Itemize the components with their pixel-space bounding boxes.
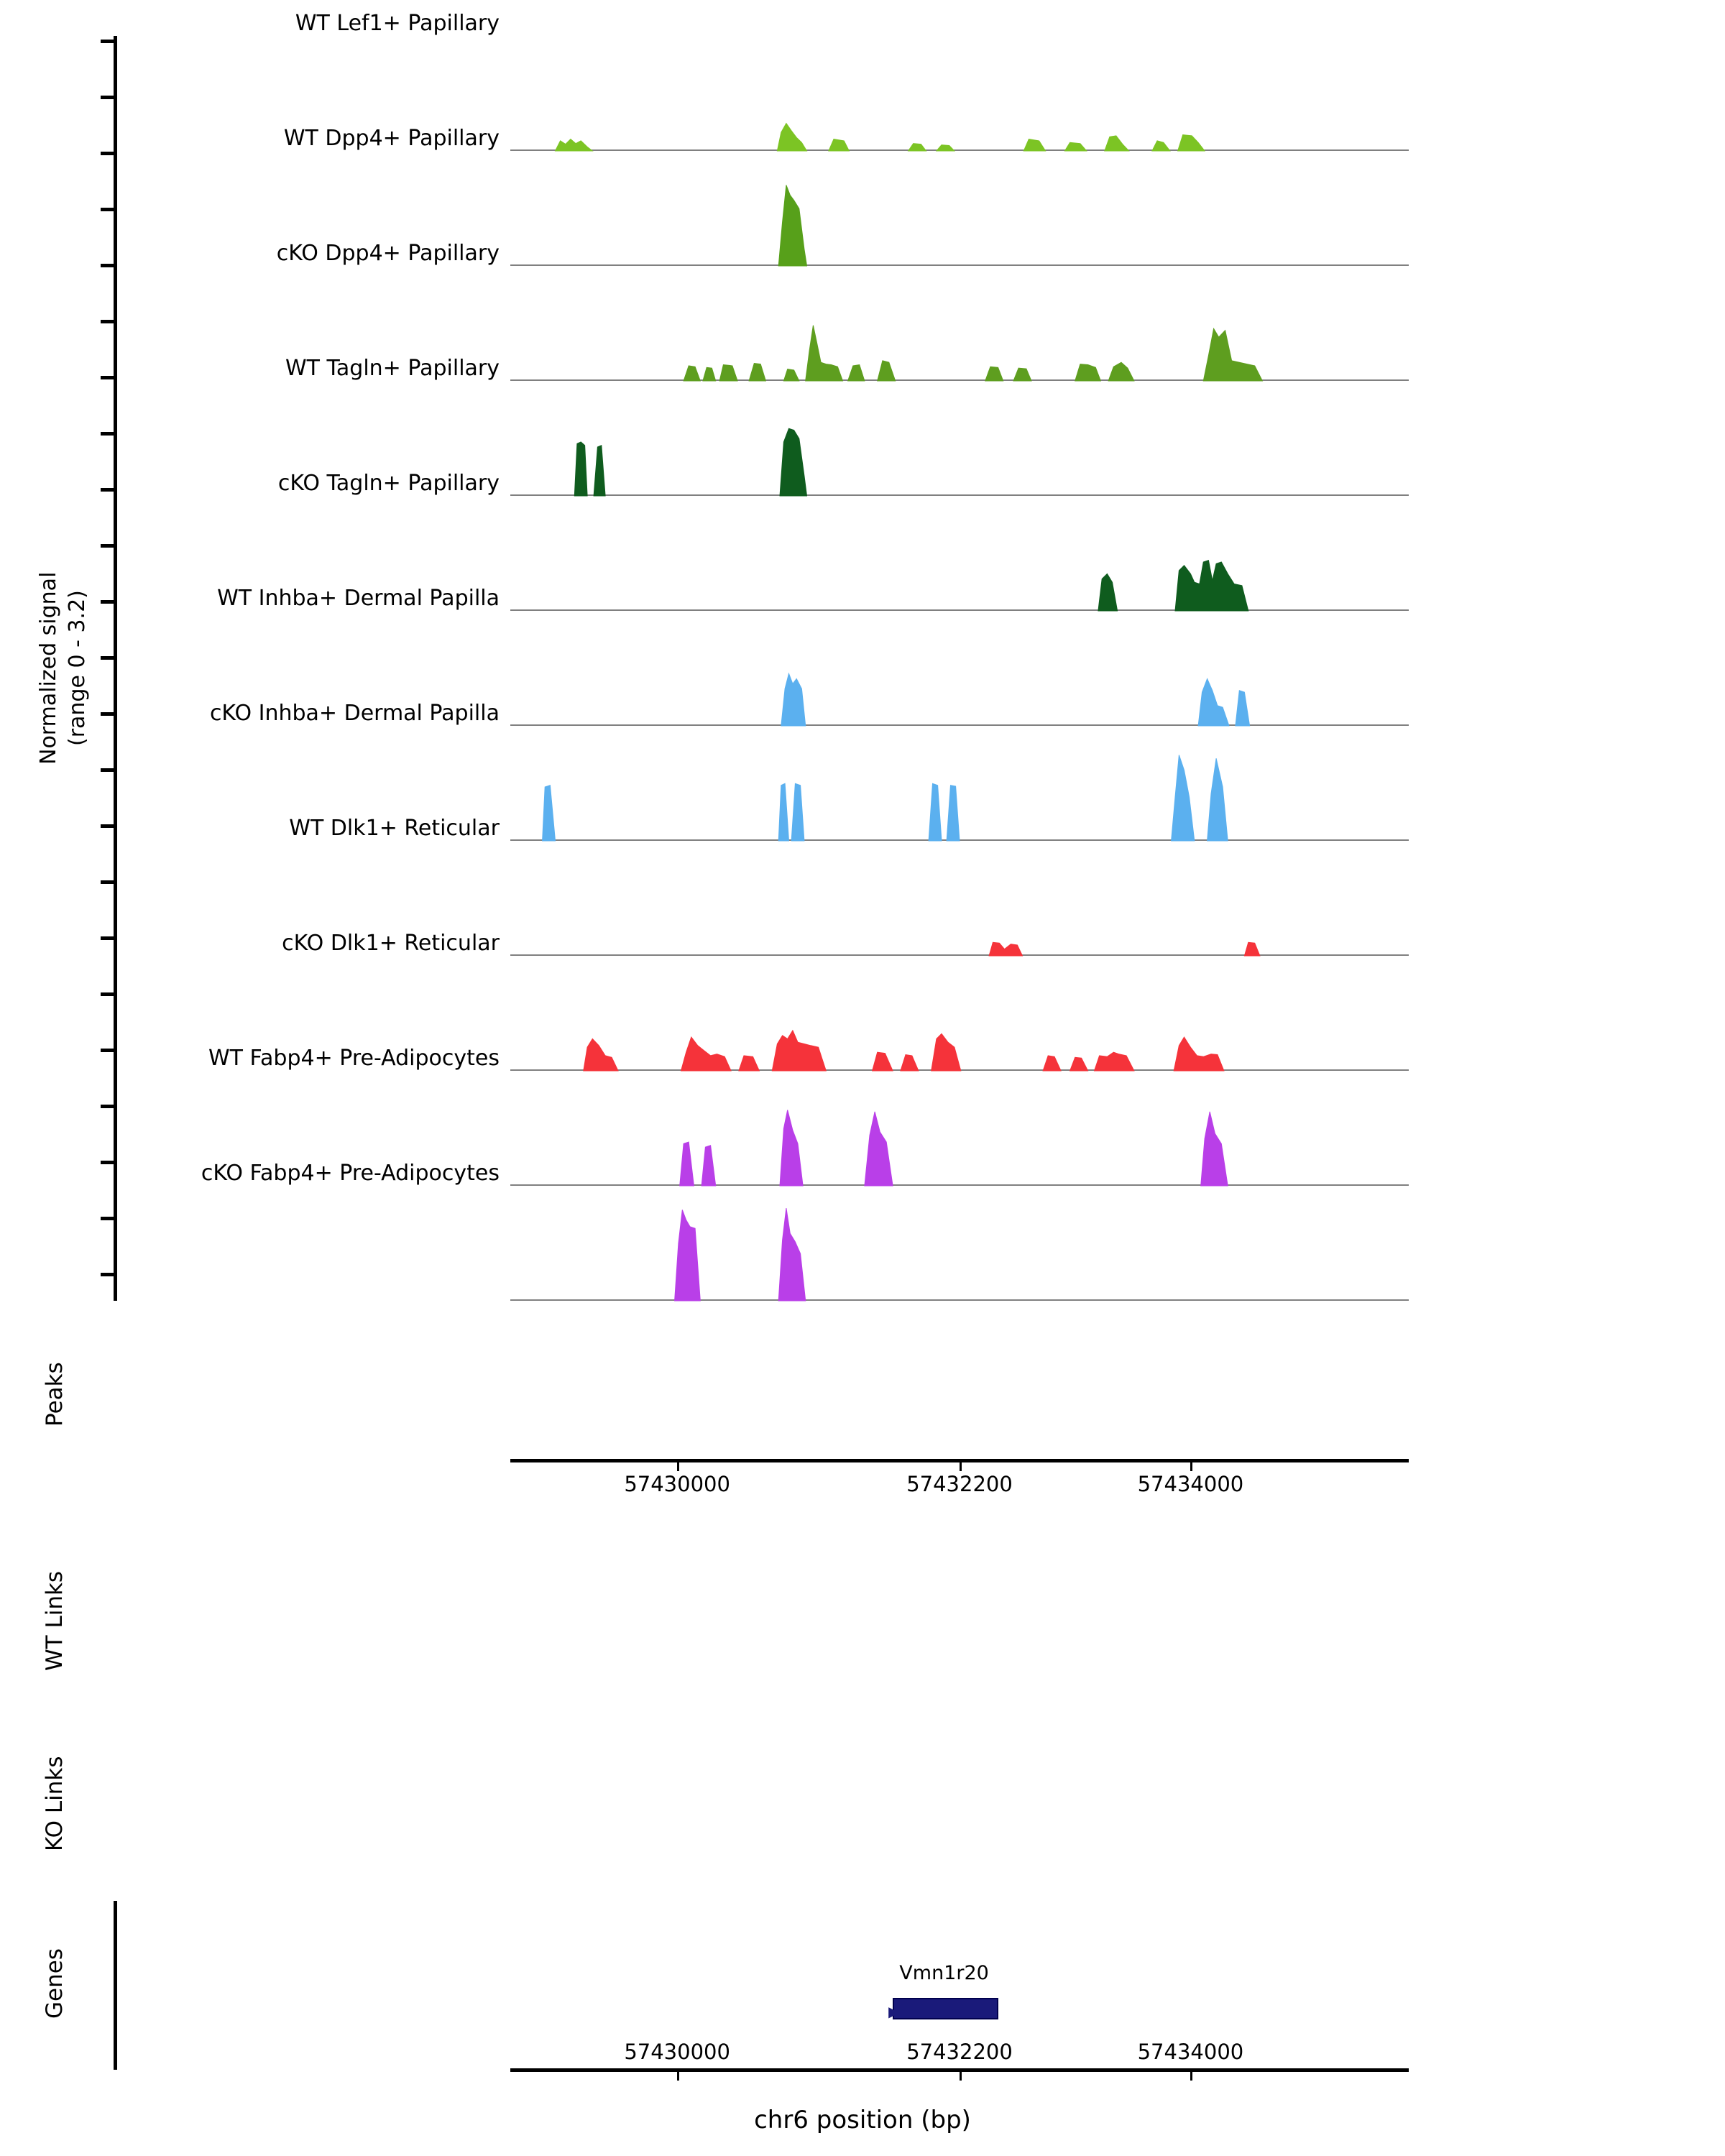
x-axis-tick [1190, 1462, 1192, 1471]
track-signal-area [510, 1078, 1409, 1186]
track-signal-area [510, 848, 1409, 956]
track-label: cKO Dlk1+ Reticular [282, 931, 500, 956]
signal-peak [543, 786, 556, 841]
signal-peak [791, 783, 804, 841]
signal-axis-tick [101, 600, 117, 604]
signal-axis-tick [101, 320, 117, 323]
signal-peak [1178, 135, 1205, 152]
x-axis-title: chr6 position (bp) [754, 2106, 971, 2134]
signal-axis-tick [101, 936, 117, 940]
signal-axis-tick [101, 712, 117, 716]
ko-links-section-label: KO Links [42, 1756, 68, 1852]
track-signal-area [510, 273, 1409, 381]
signal-peak [937, 145, 954, 151]
x-axis-tick-label: 57430000 [624, 1472, 730, 1496]
x-axis-tick [1190, 2072, 1192, 2081]
signal-peak [1236, 691, 1250, 726]
signal-peak [778, 783, 788, 841]
track-label: WT Fabp4+ Pre-Adipocytes [208, 1046, 500, 1071]
signal-peak [1152, 141, 1170, 151]
signal-axis-tick [101, 40, 117, 43]
signal-peak [901, 1055, 919, 1072]
signal-peak [985, 367, 1003, 381]
gene-strand-arrow-icon: ▶ [888, 2003, 900, 2020]
x-axis-tick-label: 57432200 [906, 2040, 1013, 2064]
track-signal-area [510, 43, 1409, 151]
signal-peak [1201, 1112, 1228, 1186]
track-label: cKO Fabp4+ Pre-Adipocytes [201, 1161, 500, 1186]
signal-axis-tick [101, 264, 117, 267]
signal-peak [989, 942, 1022, 956]
signal-axis-tick [101, 208, 117, 211]
signal-axis-label-range: (range 0 - 3.2) [65, 590, 90, 747]
signal-axis-tick [101, 1217, 117, 1220]
signal-peak [703, 367, 716, 381]
x-axis-tick [677, 2072, 679, 2081]
x-axis-tick [960, 1462, 962, 1471]
signal-axis-tick [101, 1273, 117, 1276]
x-axis-tick-label: 57434000 [1137, 1472, 1244, 1496]
signal-axis-tick [101, 880, 117, 884]
signal-peak [778, 185, 806, 267]
gene-label: Vmn1r20 [899, 1962, 989, 1984]
signal-axis-spine [114, 36, 117, 1301]
signal-peak [780, 1110, 803, 1187]
signal-peak [749, 364, 765, 381]
signal-peak [772, 1031, 826, 1071]
track-signal-area [510, 963, 1409, 1071]
track-label: WT Inhba+ Dermal Papilla [217, 586, 500, 611]
signal-peak [908, 144, 926, 151]
track-signal-area [510, 503, 1409, 611]
track-label: cKO Inhba+ Dermal Papilla [209, 701, 500, 726]
signal-axis-tick [101, 544, 117, 548]
signal-peak [873, 1052, 893, 1071]
genes-section-label: Genes [42, 1948, 68, 2019]
signal-peak [1244, 942, 1260, 956]
signal-peak [1203, 328, 1262, 381]
signal-peak [781, 673, 806, 726]
signal-peak [806, 326, 843, 381]
signal-peak [848, 365, 865, 382]
signal-peak [929, 783, 942, 841]
signal-peak [865, 1112, 893, 1186]
signal-peak [1172, 755, 1195, 842]
track-label: WT Tagln+ Papillary [285, 356, 500, 381]
signal-axis-label [34, 517, 99, 819]
signal-peak [778, 1208, 806, 1301]
track-label: WT Lef1+ Papillary [295, 11, 500, 36]
peaks-section-label: Peaks [42, 1362, 68, 1427]
signal-peak [680, 1142, 694, 1186]
signal-peak [777, 124, 806, 151]
signal-peak [1208, 758, 1228, 841]
signal-peak [556, 139, 593, 151]
track-signal-area [510, 1193, 1409, 1301]
signal-axis-tick [101, 824, 117, 828]
x-axis-tick [677, 1462, 679, 1471]
signal-peak [932, 1033, 961, 1071]
signal-peak [574, 442, 587, 496]
signal-peak [1075, 364, 1101, 381]
signal-peak [1105, 136, 1129, 151]
signal-peak [1198, 678, 1229, 726]
signal-peak [1174, 1037, 1224, 1071]
signal-peak [783, 369, 799, 381]
track-signal-area [510, 733, 1409, 841]
signal-peak [1175, 561, 1248, 611]
signal-peak [739, 1056, 760, 1071]
signal-axis-tick [101, 96, 117, 99]
track-label: cKO Tagln+ Papillary [277, 471, 500, 496]
signal-peak [584, 1039, 618, 1072]
signal-peak [684, 366, 700, 381]
signal-peak [1095, 1052, 1134, 1071]
signal-peak [1070, 1057, 1088, 1071]
signal-axis-tick [101, 376, 117, 379]
gene-body[interactable] [893, 1998, 998, 2019]
track-label: WT Dpp4+ Papillary [283, 126, 500, 151]
signal-peak [780, 428, 807, 496]
signal-peak [702, 1146, 716, 1186]
signal-peak [947, 786, 960, 841]
wt-links-section-label: WT Links [42, 1570, 68, 1671]
signal-peak [1108, 362, 1134, 381]
x-axis-tick-label: 57432200 [906, 1472, 1013, 1496]
track-signal-area [510, 388, 1409, 496]
signal-peak [1098, 573, 1118, 611]
signal-axis-tick [101, 152, 117, 155]
signal-peak [681, 1037, 732, 1071]
signal-peak [829, 139, 850, 151]
signal-peak [878, 361, 896, 381]
track-signal-area [510, 618, 1409, 726]
signal-peak [1043, 1056, 1061, 1071]
signal-peak [1013, 368, 1031, 381]
signal-axis-tick [101, 1161, 117, 1164]
signal-axis-label-main: Normalized signal [36, 571, 61, 765]
signal-peak [719, 365, 737, 382]
signal-axis-tick [101, 768, 117, 772]
coverage-track [201, 1161, 1409, 1301]
track-label: WT Dlk1+ Reticular [289, 816, 500, 841]
signal-axis-tick [101, 432, 117, 436]
signal-peak [594, 446, 605, 496]
signal-axis-tick [101, 488, 117, 492]
signal-peak [675, 1210, 701, 1301]
x-axis-tick [960, 2072, 962, 2081]
x-axis-tick-label: 57430000 [624, 2040, 730, 2064]
genes-axis-spine [114, 1901, 117, 2070]
track-label: cKO Dpp4+ Papillary [276, 241, 500, 266]
signal-peak [1064, 142, 1086, 151]
track-signal-area [510, 158, 1409, 266]
signal-axis-tick [101, 656, 117, 660]
signal-axis-tick [101, 1105, 117, 1108]
signal-peak [1024, 139, 1045, 151]
x-axis-tick-label: 57434000 [1137, 2040, 1244, 2064]
signal-axis-tick [101, 1049, 117, 1052]
signal-axis-tick [101, 992, 117, 996]
